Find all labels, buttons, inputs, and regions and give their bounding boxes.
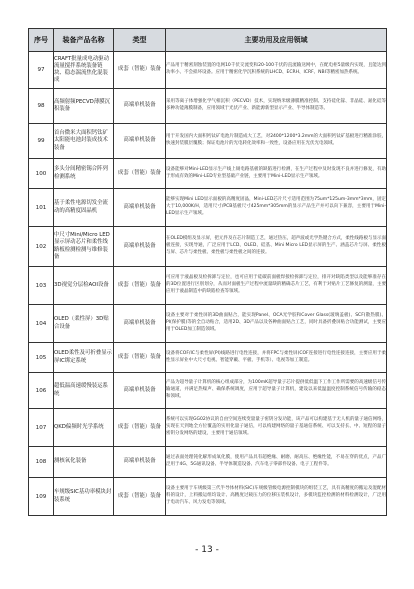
row-number: 107 [29, 409, 54, 447]
row-number: 108 [29, 447, 54, 478]
equipment-description: 在OLED模组及显示屏，把元件及在芯片制造工艺，通过热压，超声波或光学热键合方式，柔性线路板与显示面板连接，实现导通，广泛应用于LCD、OLED、硅基、Mini Micro LED显示屏的生产、涵盖芯片与屏、柔性板与屏、芯片与柔性板、柔性板与柔性板之间的连接。 [166, 227, 387, 267]
equipment-description: 设备主要用于车规级第三代半导体材料(SIC)车规级管级电源控制模块的组装工艺，具有高精度的搬运及混配材料的设计，上料搬运组均设计、高精度过载压力的位移压装机设计，多模块监控检测的材料检测设计，广泛用于电动汽车、风力发电等领域。 [166, 478, 387, 516]
row-number: 99 [29, 124, 54, 159]
equipment-name: 超低温高速缓慢装运系统 [54, 373, 114, 409]
row-number: 101 [29, 189, 54, 227]
equipment-type: 成套（智能）装备 [114, 267, 166, 305]
row-number: 97 [29, 52, 54, 89]
equipment-description: 产品为超导量子计算机的核心组成部分，为100mK超导量子芯片提供低低温下工作工作所需要的高速级信号传输通道，并满足热噪声、确保系统调度，应用于超导量子计算机，建设以来低温温度控制系统信号传输的稳态和领域。 [166, 373, 387, 409]
table-row [29, 305, 387, 343]
equipment-name: OLED柔性及可折叠显示屏IC绑定系统 [54, 343, 114, 373]
equipment-description: 通过表面处理钝化解形成氧化膜，使用产品具有超绝缘、耐磨、耐高压、绝缘性能，不易在穿的优点，产品广泛用于4G、5G通讯设备、半导体制造设备、汽车电子零部件设备、电子工程件等。 [166, 447, 387, 478]
row-number: 104 [29, 305, 54, 343]
equipment-description: 产品用于精密刻蚀装置的电网10千伏交流变和20-100千伏的直流输送网中，在配电柜5量级内实现，且能达到功率小、不会损坏设备。应用于精密化学沉积系统的LHCD、ECRH、ICRF、NBI等精密加热系统。 [166, 52, 387, 89]
equipment-name: 首台微米大面积钙钛矿太阳能电池封装成技术装备 [54, 124, 114, 159]
equipment-name: 测核氧化装备 [54, 447, 114, 478]
row-number: 105 [29, 343, 54, 373]
table-row [29, 159, 387, 189]
equipment-table [28, 28, 387, 516]
equipment-description: 设备主要对于柔性屏的3D曲面贴合，能实现Panel、OCA光学胶和Cover Glass(玻璃盖板)、SCF(散热膜)、PI(保护膜)等的全自动贴合，适用2D、3D产品以及各种曲面贴合工艺，同时具备折叠屏贴合功能测试，主要应用于OLED加工制造领域。 [166, 305, 387, 343]
equipment-description: 用于开发国内大面积钙钛矿电池片制造成大工艺，对2400*1200*3.2mm的大面积钙钛矿基板进行精准涂胶，快速封装膜层覆膜；保证电池片的光电转化效率和一致性，设备应用在光伏光电领域。 [166, 124, 387, 159]
table-row [29, 52, 387, 89]
equipment-type: 成套（智能）装备 [114, 409, 166, 447]
equipment-name: 基于柔性电源切发全流动的高精度固晶机 [54, 189, 114, 227]
equipment-description: 可应用于液晶板及检拆卸与定位，也可应用于硅碳前面板焊接检拆卸与定位，排开对缺陷类型以及能够准存在的3D位置进行区别划分，从而对面板生产过程中流量缺的精确芯片工艺，有利于对贴片工艺修复的测量，主要应用于液晶制造中的缺陷检查等领域。 [166, 267, 387, 305]
equipment-type: 成套（智能）装备 [114, 478, 166, 516]
table-row [29, 343, 387, 373]
header-type: 类型 [114, 29, 166, 52]
table-row [29, 227, 387, 267]
row-number: 109 [29, 478, 54, 516]
equipment-name: 车规级SIC基功率模块封装系统 [54, 478, 114, 516]
page-number: - 13 - [195, 545, 219, 555]
row-number: 103 [29, 267, 54, 305]
table-row [29, 373, 387, 409]
header-desc: 主要功用及应用领域 [166, 29, 387, 52]
row-number: 98 [29, 89, 54, 124]
table-row [29, 478, 387, 516]
equipment-name: 多头分间精密锡合阵列检测系统 [54, 159, 114, 189]
table-body [29, 52, 387, 516]
equipment-type: 高端单机装备 [114, 373, 166, 409]
equipment-description: 能够实现Mini LED显示面板的高精度固晶，Mini-LED芯片尺寸适用范围为75um*125um-3mm*3mm，固定大于10,000K/H，适用尺寸/PCB基板尺寸425mm*305mm的显示产品生产并可以向下兼容，主要用于Mini-LED显示生产领域。 [166, 189, 387, 227]
equipment-type: 成套（智能）装备 [114, 159, 166, 189]
row-number: 100 [29, 159, 54, 189]
equipment-type: 高端单机装备 [114, 124, 166, 159]
equipment-description: 设备将COF/IC与柔性屏(PI)线路进行电性连接，并将FPC与柔性屏(COF连接进行电性连接连接，主要应用于柔性显示屏业中大尺寸电视、智能穿戴、平板、手机等）、电视等加工制造。 [166, 343, 387, 373]
equipment-description: 采用等离子体增强化学气相沉积（PECVD）技术，实现纳米级薄膜精准控制、支持硅化镓、非晶硅、氮化硅等多种功能薄膜制备，应用领域于光伏产业、新能源新型显示产业、半导体制造等。 [166, 89, 387, 124]
equipment-type: 高端单机装备 [114, 189, 166, 227]
table-row [29, 409, 387, 447]
equipment-type: 成套（智能）装备 [114, 343, 166, 373]
table-row [29, 189, 387, 227]
equipment-name: 高频射频PECVD薄膜沉积装备 [54, 89, 114, 124]
equipment-name: CRAFT批量成电动驱动流量搅拌系统装备链块、稳态湍流焦化混装成 [54, 52, 114, 89]
table-header-row [29, 29, 387, 52]
equipment-name: 中尺寸Mini/Micro LED显示屏动芯片和柔性线路板检测检测与维修装备 [54, 227, 114, 267]
equipment-type: 高端单机装备 [114, 447, 166, 478]
table-row [29, 447, 387, 478]
table-row [29, 124, 387, 159]
header-no: 序号 [29, 29, 54, 52]
table-row [29, 89, 387, 124]
equipment-type: 高端单机装备 [114, 227, 166, 267]
row-number: 106 [29, 373, 54, 409]
table-row [29, 267, 387, 305]
equipment-type: 成套（智能）装备 [114, 52, 166, 89]
equipment-name: QKD偏频时光学系统 [54, 409, 114, 447]
equipment-description: 设备能够对Mini-LED显示生产线上锡电路基板的缺陷进行检测，在生产过程中及时发现不良并进行修复，有助于形成有效的Mini-LED专业型基础产业链，主要用于Mini-LED显示生产领域。 [166, 159, 387, 189]
equipment-type: 高端单机装备 [114, 89, 166, 124]
equipment-name: 3D视觉分层检AOI设备 [54, 267, 114, 305]
equipment-name: OLED（柔性屏）3D贴合设备 [54, 305, 114, 343]
equipment-description: 系统可以实现GG02协议的自由空间连续变量量子密钥分发功能，该产品可以构建基于无人机的量子通信网络，实现在天到地全方位覆盖的实用化量子通信，可以构建网络的量子基通信系统、可以支持长、中、短程的量子密钥分发网络的建设，主要用于通信领域。 [166, 409, 387, 447]
row-number: 102 [29, 227, 54, 267]
page-top-margin [0, 0, 414, 20]
header-name: 装备产品名称 [54, 29, 114, 52]
equipment-type: 高端单机装备 [114, 305, 166, 343]
